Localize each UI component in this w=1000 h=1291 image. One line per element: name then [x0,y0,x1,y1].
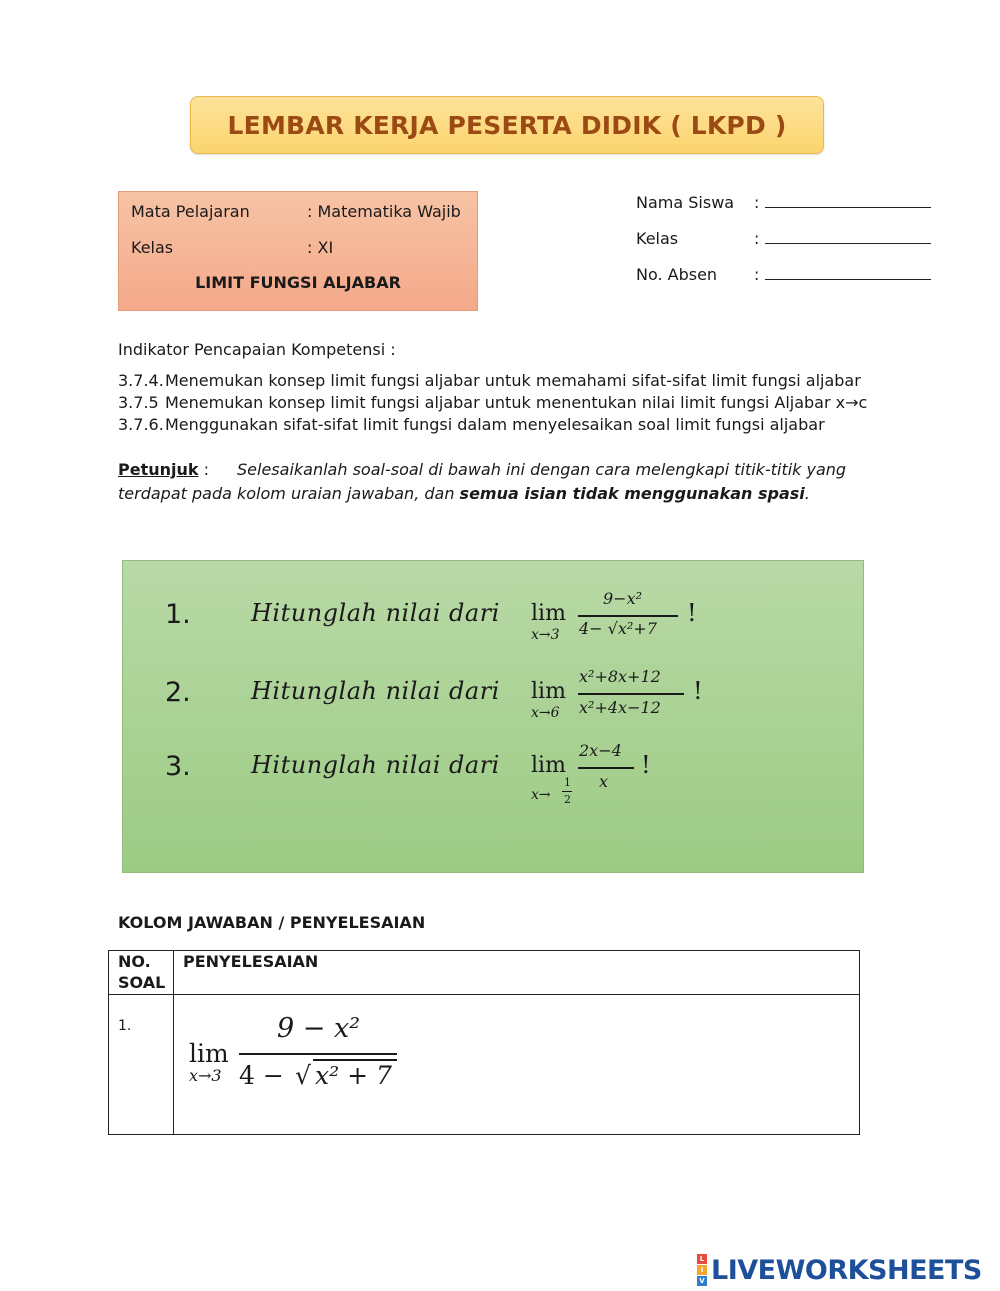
fraction-bar [578,767,634,769]
answer-lim-symbol: lim [189,1039,229,1068]
student-class-line[interactable] [765,229,931,244]
answer-numerator: 9 − x² [277,1013,361,1044]
limit-subscript: x→6 [531,705,560,721]
lim-symbol: lim [531,753,566,778]
exclamation-mark: ! [687,599,697,627]
kelas-row [131,238,333,257]
sqrt-icon: √ [295,1061,311,1090]
student-class-field[interactable] [636,229,931,248]
logo-block-v: V [697,1276,707,1286]
answer-lim-subscript: x→3 [189,1066,222,1085]
colon: : [754,229,760,248]
exclamation-mark: ! [693,677,703,705]
mapel-row [131,202,461,221]
student-absen-field[interactable] [636,265,931,284]
limit-expression [531,753,566,778]
petunjuk-sep: : [198,460,210,479]
indikator-num: 3.7.6. [118,415,164,434]
question-prompt: Hitunglah nilai dari [251,677,500,705]
indikator-text: Menggunakan sifat-sifat limit fungsi dalam menyelesaikan soal limit fungsi aljabar [165,415,825,434]
fraction-denominator: 4− √x²+7 [579,619,657,638]
limit-subscript: x→ [531,787,551,803]
kelas-label: Kelas [131,238,174,257]
questions-box [122,560,864,873]
table-divider [109,994,859,995]
question-prompt: Hitunglah nilai dari [251,599,500,627]
exclamation-mark: ! [641,751,651,779]
indikator-item [118,415,825,434]
subject-info-box [118,191,478,311]
student-absen-line[interactable] [765,265,931,280]
petunjuk-paragraph [118,458,878,506]
fraction-bar [578,615,678,617]
answer-fraction-bar [239,1053,397,1055]
kelas-value: : XI [307,238,334,257]
student-name-label: Nama Siswa [636,193,735,212]
question-number: 3. [165,751,191,782]
logo-text: LIVEWORKSHEETS [711,1254,982,1286]
student-absen-label: No. Absen [636,265,718,284]
answer-table [108,950,860,1135]
fraction-bar [578,693,684,695]
fraction-numerator: 2x−4 [579,741,622,760]
row-number: 1. [118,1018,132,1034]
liveworksheets-logo [697,1254,982,1286]
indikator-num: 3.7.4. [118,371,164,390]
petunjuk-label: Petunjuk [118,460,199,479]
indikator-item [118,393,867,412]
fraction-denominator: x²+4x−12 [579,698,661,717]
page-title: LEMBAR KERJA PESERTA DIDIK ( LKPD ) [227,110,787,140]
petunjuk-text: Selesaikanlah soal-soal di bawah ini dengan cara melengkapi titik-titik yang terdapat pada kolom uraian jawaban, dan [118,460,847,503]
petunjuk-bold: semua isian tidak menggunakan spasi [459,484,805,503]
indikator-item [118,371,861,390]
question-number: 2. [165,677,191,708]
logo-blocks-icon [697,1254,707,1286]
indikator-text: Menemukan konsep limit fungsi aljabar untuk menentukan nilai limit fungsi Aljabar x→c [165,393,868,412]
indikator-text: Menemukan konsep limit fungsi aljabar untuk memahami sifat-sifat limit fungsi aljabar [165,371,861,390]
col-header-solution: PENYELESAIAN [183,952,319,971]
subscript-fraction-bar [562,791,572,792]
question-prompt: Hitunglah nilai dari [251,751,500,779]
answer-denominator-root: x² + 7 [315,1061,392,1090]
colon: : [754,265,760,284]
student-class-label: Kelas [636,229,679,248]
lim-symbol: lim [531,601,566,626]
answer-section-heading: KOLOM JAWABAN / PENYELESAIAN [118,913,426,932]
petunjuk-end: . [804,484,810,503]
fraction-numerator: 9−x² [603,589,643,608]
answer-denominator-left: 4 − [239,1061,284,1090]
indikator-num: 3.7.5 [118,393,159,412]
question-number: 1. [165,599,191,630]
student-name-field[interactable] [636,193,931,212]
colon: : [754,193,760,212]
limit-expression [531,601,566,626]
topic-title: LIMIT FUNGSI ALJABAR [195,273,401,292]
fraction-numerator: x²+8x+12 [579,667,661,686]
subscript-numerator: 1 [564,776,571,789]
table-divider [173,951,174,1134]
col-header-no: NO. SOAL [118,952,166,992]
mapel-value: : Matematika Wajib [307,202,461,221]
logo-block-i: I [697,1265,707,1275]
limit-expression [531,679,566,704]
subscript-denominator: 2 [564,793,571,806]
lim-symbol: lim [531,679,566,704]
title-banner [190,96,824,154]
logo-block-l: L [697,1254,707,1264]
student-name-line[interactable] [765,193,931,208]
limit-subscript: x→3 [531,627,560,643]
indikator-heading: Indikator Pencapaian Kompetensi : [118,340,396,359]
fraction-denominator: x [599,772,609,791]
mapel-label: Mata Pelajaran [131,202,250,221]
